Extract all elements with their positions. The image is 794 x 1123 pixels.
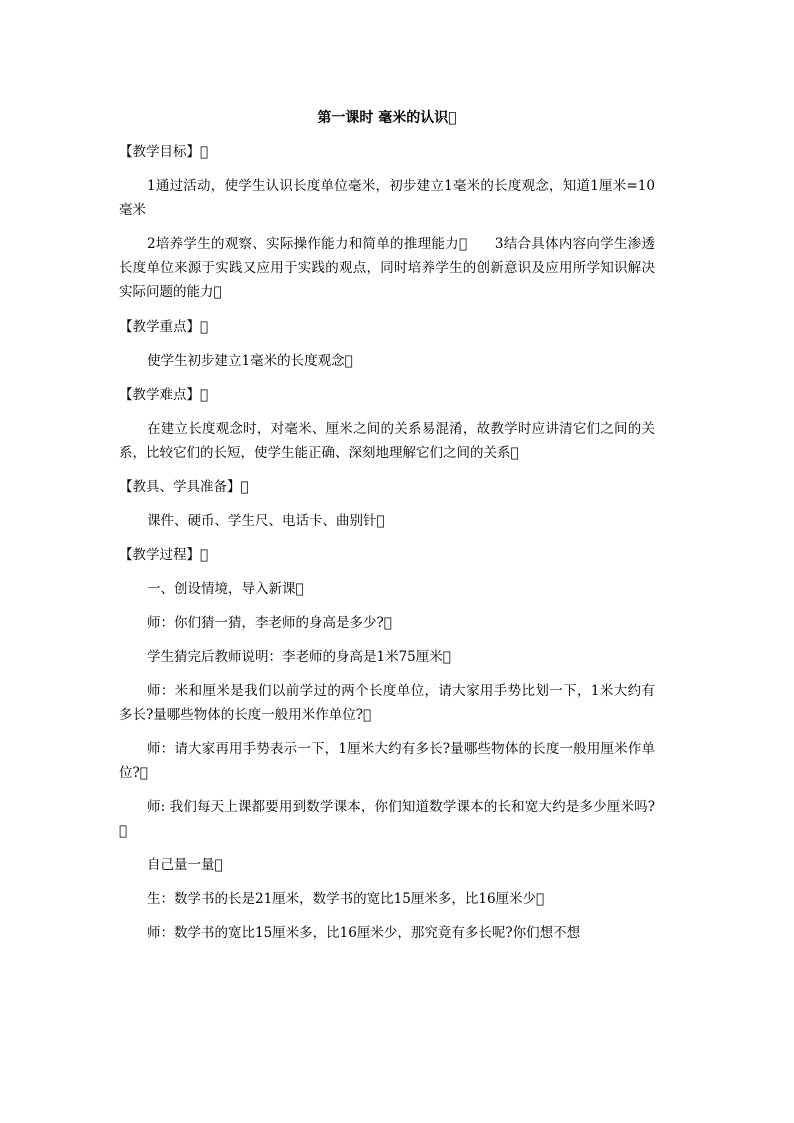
process-paragraph-3: 师：米和厘米是我们以前学过的两个长度单位，请大家用手势比划一下，1米大约有多长?量哪些物体的长度一般用米作单位? <box>119 683 655 723</box>
difficulty-paragraph: 在建立长度观念时，对毫米、厘米之间的关系易混淆，故教学时应讲清它们之间的关系，比较它们的长短，使学生能正确、深刻地理解它们之间的关系 <box>119 421 655 461</box>
process-heading: 【教学过程】 <box>119 547 200 563</box>
process-paragraph-6: 自己量一量 <box>147 833 215 849</box>
difficulty-heading: 【教学难点】 <box>119 387 200 403</box>
page-title: 第一课时 毫米的认识 <box>321 110 453 126</box>
process-paragraph-8: 师：数学书的宽比15厘米多，比16厘米少，那究竟有多长呢?你们想不想 <box>147 901 581 917</box>
process-paragraph-2: 学生猜完后教师说明：李老师的身高是1米75厘米 <box>147 649 443 665</box>
key-points-paragraph: 使学生初步建立1毫米的长度观念 <box>147 353 345 369</box>
preparation-heading: 【教具、学具准备】 <box>119 479 241 495</box>
step-1-heading: 一、创设情境，导入新课 <box>147 581 296 597</box>
process-paragraph-7: 生：数学书的长是21厘米，数学书的宽比15厘米多，比16厘米少 <box>147 867 537 883</box>
process-paragraph-5: 师: 我们每天上课都要用到数学课本，你们知道数学课本的长和宽大约是多少厘米吗? <box>147 799 650 815</box>
goals-heading: 【教学目标】 <box>119 144 200 160</box>
preparation-paragraph: 课件、硬币、学生尺、电话卡、曲别针 <box>147 513 377 529</box>
goal-1-paragraph: 1通过活动，使学生认识长度单位毫米，初步建立1毫米的长度观念，知道1厘米=10毫米 <box>119 178 655 218</box>
key-points-heading: 【教学重点】 <box>119 319 200 335</box>
goal-2-3-paragraph: 2培养学生的观察、实际操作能力和简单的推理能力 3结合具体内容向学生渗透长度单位来源于实践又应用于实践的观点，同时培养学生的创新意识及应用所学知识解决实际问题的能力 <box>119 236 655 300</box>
document-page <box>119 106 655 955</box>
process-paragraph-4: 师：请大家再用手势表示一下，1厘米大约有多长?量哪些物体的长度一般用厘米作单位? <box>119 741 655 781</box>
process-paragraph-1: 师：你们猜一猜，李老师的身高是多少? <box>147 615 384 631</box>
